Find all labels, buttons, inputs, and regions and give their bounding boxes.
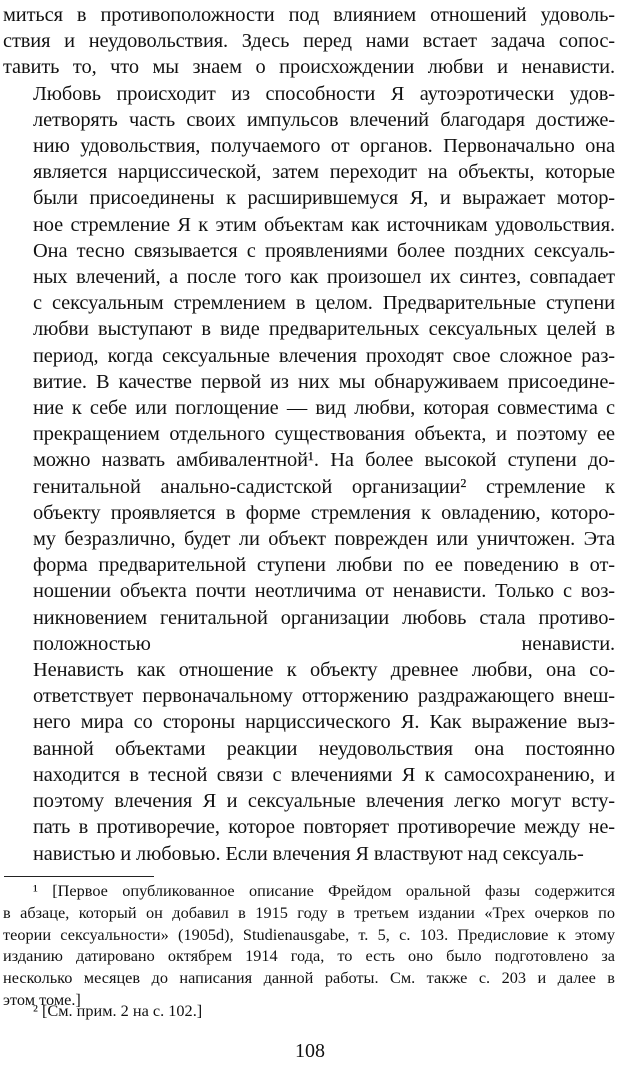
text-line: генитальной анально-садистской организации² стремление к (33, 475, 615, 498)
text-line: является нарциссической, затем переходит на объекты, которые (33, 161, 615, 184)
text-line: него мира со стороны нарциссического Я. Как выражение выз- (33, 711, 615, 734)
text-line: навистью и любовью. Если влечения Я властвуют над сексуаль- (33, 842, 584, 865)
footnote-1 (3, 880, 615, 1011)
text-line: ¹ [Первое опубликованное описание Фрейдом оральной фазы содержится (33, 881, 615, 900)
text-line: Любовь происходит из способности Я аутоэротически удов- (33, 82, 615, 105)
text-line: ных влечений, а после того как произошел их синтез, совпадает (33, 266, 615, 289)
text-line: Она тесно связывается с проявлениями более поздних сексуаль- (33, 239, 615, 262)
text-line: изданию датировано октябрем 1914 года, то есть оно было подготовлено за (3, 946, 615, 966)
text-line: му безразлично, будет ли объект поврежден или уничтожен. Эта (33, 528, 615, 551)
paragraph-1 (3, 2, 615, 81)
text-line: ответствует первоначальному отторжению раздражающего внеш- (33, 685, 615, 708)
text-line: Ненависть как отношение к объекту древнее любви, она со- (33, 659, 615, 682)
text-line: в абзаце, который он добавил в 1915 году в третьем издании «Трех очерков по (3, 902, 615, 922)
footnote-separator (4, 876, 154, 877)
text-line: поэтому влечения Я и сексуальные влечения легко могут всту- (33, 790, 615, 813)
text-line: этом томе.] (3, 989, 81, 1009)
text-line: с сексуальным стремлением в целом. Предварительные ступени (33, 292, 615, 315)
paragraph-2 (3, 81, 615, 657)
text-line: период, когда сексуальные влечения проходят свое сложное раз- (33, 344, 615, 367)
text-line: любви выступают в виде предварительных сексуальных целей в (33, 318, 615, 341)
text-line: нию удовольствия, получаемого от органов. Первоначально она (33, 135, 615, 158)
text-line: никновением генитальной организации любовь стала противо- (33, 606, 615, 629)
paragraph-3 (3, 657, 615, 867)
page-body (3, 2, 615, 867)
text-line: летворять часть своих импульсов влечений благодаря достиже- (33, 108, 615, 131)
text-line: ное стремление Я к этим объектам как источникам удовольствия. (33, 213, 615, 236)
page-number: 108 (295, 1040, 325, 1062)
text-line: прекращением отдельного существования объекта, и поэтому ее (33, 423, 615, 446)
footnote-2 (3, 1000, 615, 1022)
text-line: были присоединены к расширившемуся Я, и выражает мотор- (33, 187, 615, 210)
text-line: ванной объектами реакции неудовольствия она постоянно (33, 737, 615, 760)
text-line: находится в тесной связи с влечениями Я к самосохранению, и (33, 763, 615, 786)
text-line: объекту проявляется в форме стремления к овладению, которо- (33, 501, 615, 524)
text-line: витие. В качестве первой из них мы обнаруживаем присоедине- (33, 370, 615, 393)
text-line: пать в противоречие, которое повторяет противоречие между не- (33, 816, 615, 839)
text-line: ние к себе или поглощение — вид любви, которая совместима с (33, 397, 615, 420)
text-line: ствия и неудовольствия. Здесь перед нами встает задача сопос- (3, 30, 615, 53)
text-line: теории сексуальности» (1905d), Studienausgabe, т. 5, с. 103. Предисловие к этому (3, 924, 615, 944)
text-line: несколько месяцев до написания данной работы. См. также с. 203 и далее в (3, 968, 615, 988)
text-line: форма предварительной ступени любви по ее поведению в от- (33, 554, 615, 577)
text-line: тавить то, что мы знаем о происхождении любви и ненависти. (3, 56, 615, 79)
text-line: можно назвать амбивалентной¹. На более высокой ступени до- (33, 449, 615, 472)
text-line: ² [См. прим. 2 на с. 102.] (33, 1001, 203, 1020)
text-line: ношении объекта почти неотличима от ненависти. Только с воз- (33, 580, 615, 603)
text-line: положностью ненависти. (33, 632, 615, 655)
text-line: миться в противоположности под влиянием отношений удоволь- (3, 4, 615, 26)
